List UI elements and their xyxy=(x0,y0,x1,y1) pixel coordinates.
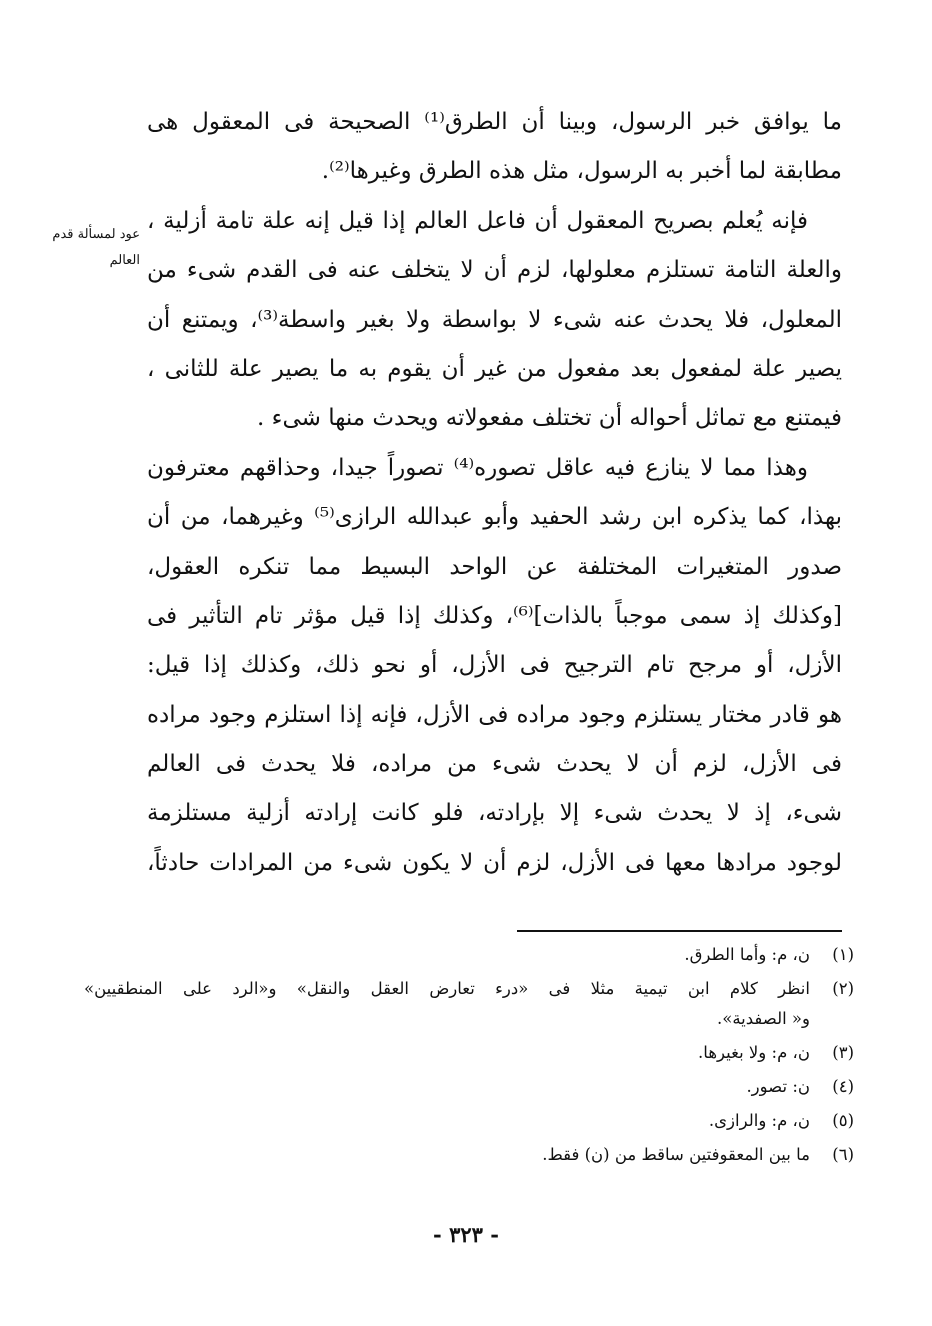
footnote xyxy=(84,1106,854,1136)
main-text xyxy=(147,98,842,888)
text-line: شىء، إذ لا يحدث شىء إلا بإرادته، فلو كانت إرادته أزلية مستلزمة xyxy=(147,800,842,827)
text-line: صدور المتغيرات المختلفة عن الواحد البسيط مما تنكره العقول، xyxy=(147,553,842,580)
footnote xyxy=(84,940,854,970)
text-line: فيمتنع مع تماثل أحواله أن تختلف مفعولاته ويحدث منها شىء . xyxy=(257,405,842,432)
footnote xyxy=(84,974,854,1034)
footnote-text: و« الصفدية». xyxy=(716,1009,810,1028)
text-line: الأزل، أو مرجح تام الترجيح فى الأزل، أو نحو ذلك، وكذلك إذا قيل: xyxy=(147,652,842,679)
footnote-text: انظر كلام ابن تيمية مثلا فى «درء تعارض العقل والنقل» و«الرد على المنطقيين» xyxy=(84,979,810,998)
footnote-text: ن، م: والرازى. xyxy=(708,1111,810,1130)
text-line: هو قادر مختار يستلزم وجود مراده فى الأزل، فإنه إذا استلزم وجود مراده xyxy=(147,701,842,728)
text-line: لوجود مرادها معها فى الأزل، لزم أن لا يكون شىء من المرادات حادثاً، xyxy=(147,849,842,876)
margin-note-line: العالم xyxy=(109,253,140,268)
footnote-text: ما بين المعقوفتين ساقط من (ن) فقط. xyxy=(542,1145,810,1164)
footnote xyxy=(84,1072,854,1102)
footnote-number: (٤) xyxy=(832,1077,854,1096)
text-line: بهذا، كما يذكره ابن رشد الحفيد وأبو عبدالله الرازى⁽⁵⁾ وغيرهما، من أن xyxy=(147,504,842,531)
footnote-number: (٣) xyxy=(832,1043,854,1062)
footnotes xyxy=(84,940,854,1174)
footnote-text: ن: تصور. xyxy=(746,1077,810,1096)
text-line: المعلول، فلا يحدث عنه شىء لا بواسطة ولا بغير واسطة⁽³⁾، ويمتنع أن xyxy=(147,306,842,333)
footnote xyxy=(84,1038,854,1068)
footnote-text: ن، م: ولا بغيرها. xyxy=(698,1043,810,1062)
margin-note-line: عود لمسألة قدم xyxy=(52,227,140,242)
footnote-text: ن، م: وأما الطرق. xyxy=(684,945,810,964)
footnote-number: (٦) xyxy=(832,1145,854,1164)
text-line: فإنه يُعلم بصريح المعقول أن فاعل العالم إذا قيل إنه علة تامة أزلية ، xyxy=(147,207,808,234)
page-number: - ٣٢٣ - xyxy=(433,1222,499,1247)
text-line: [وكذلك إذ سمى موجباً بالذات]⁽⁶⁾، وكذلك إذا قيل مؤثر تام التأثير فى xyxy=(147,602,842,629)
footnote-separator xyxy=(517,930,842,932)
text-line: فى الأزل، لزم أن لا يحدث شىء من مراده، فلا يحدث فى العالم xyxy=(147,751,842,778)
text-line: مطابقة لما أخبر به الرسول، مثل هذه الطرق وغيرها⁽²⁾. xyxy=(321,158,842,185)
footnote-number: (٢) xyxy=(832,979,854,998)
text-line: ما يوافق خبر الرسول، وبينا أن الطرق⁽¹⁾ الصحيحة فى المعقول هى xyxy=(147,109,842,135)
text-line: وهذا مما لا ينازع فيه عاقل تصوره⁽⁴⁾ تصوراً جيدا، وحذاقهم معترفون xyxy=(147,454,808,481)
text-line: والعلة التامة تستلزم معلولها، لزم أن لا يتخلف عنه فى القدم شىء من xyxy=(147,257,842,284)
footnote-number: (٥) xyxy=(832,1111,854,1130)
text-line: يصير علة لمفعول بعد مفعول من غير أن يقوم به ما يصير علة للثانى ، xyxy=(147,355,842,382)
footnote xyxy=(84,1140,854,1170)
footnote-number: (١) xyxy=(832,945,854,964)
margin-note xyxy=(10,222,140,274)
